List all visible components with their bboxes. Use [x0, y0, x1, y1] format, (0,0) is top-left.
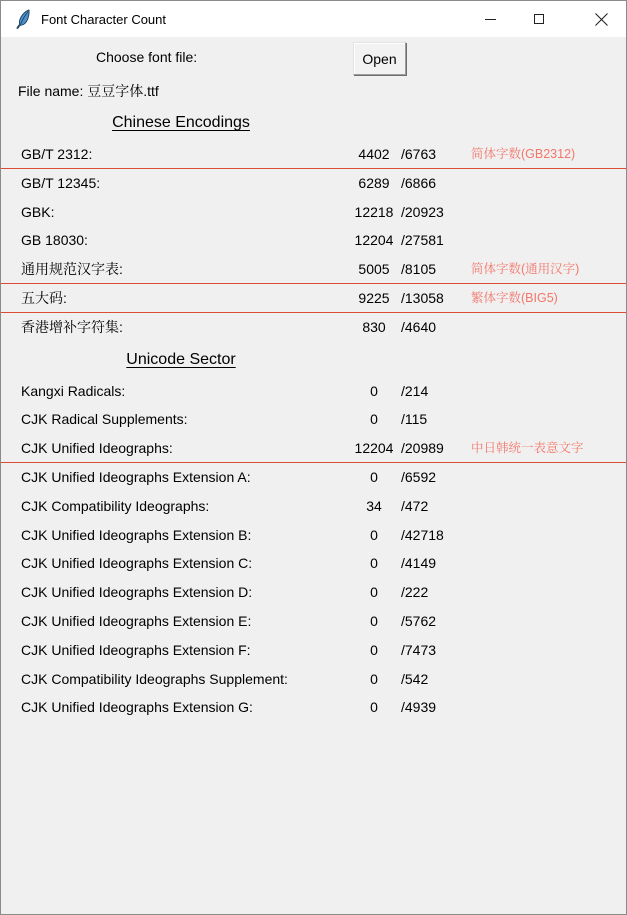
minimize-button[interactable]	[467, 1, 513, 37]
row-count: 0	[370, 670, 378, 687]
row-total: /214	[401, 382, 429, 399]
table-row	[1, 284, 627, 313]
row-label: Kangxi Radicals:	[21, 382, 126, 399]
tk-feather-icon	[14, 9, 32, 29]
row-count: 0	[370, 612, 378, 629]
row-label: CJK Radical Supplements:	[21, 411, 188, 428]
row-count: 0	[370, 584, 378, 601]
row-count: 0	[370, 526, 378, 543]
table-row	[1, 140, 627, 169]
row-total: /20923	[401, 203, 444, 220]
row-label: CJK Compatibility Ideographs:	[21, 497, 210, 514]
table-row	[1, 313, 627, 342]
row-count: 4402	[358, 146, 390, 162]
row-count: 12204	[354, 440, 394, 457]
table-row	[1, 578, 627, 607]
table-row	[1, 405, 627, 434]
row-total: /8105	[401, 261, 437, 278]
table-row	[1, 607, 627, 636]
row-note: 繁体字数(BIG5)	[471, 290, 558, 305]
row-count: 830	[362, 318, 386, 335]
table-row	[1, 377, 627, 406]
row-count: 0	[370, 555, 378, 572]
row-label: CJK Unified Ideographs:	[21, 440, 173, 457]
table-row	[1, 693, 627, 722]
row-total: /27581	[401, 232, 444, 249]
row-total: /6763	[401, 146, 437, 162]
row-label: CJK Unified Ideographs Extension A:	[21, 468, 251, 485]
row-label: CJK Unified Ideographs Extension C:	[21, 555, 253, 572]
row-label: 通用规范汉字表:	[21, 261, 123, 278]
table-row	[1, 198, 627, 227]
row-total: /6866	[401, 174, 437, 191]
row-total: /115	[401, 411, 428, 428]
row-total: /222	[401, 584, 429, 601]
table-row	[1, 636, 627, 665]
row-total: /472	[401, 497, 429, 514]
row-count: 5005	[358, 261, 390, 278]
choose-font-label: Choose font file:	[96, 49, 198, 65]
row-count: 0	[370, 641, 378, 658]
row-total: /542	[401, 670, 429, 687]
maximize-icon	[534, 14, 544, 24]
row-label: CJK Compatibility Ideographs Supplement:	[21, 670, 288, 687]
row-label: CJK Unified Ideographs Extension G:	[21, 699, 253, 716]
row-total: /5762	[401, 612, 437, 629]
table-row	[1, 665, 627, 694]
titlebar-controls	[456, 1, 626, 37]
row-total: /4149	[401, 555, 437, 572]
section-header-unicode-sector: Unicode Sector	[126, 350, 236, 368]
row-total: /42718	[401, 526, 444, 543]
file-name-label: File name: 豆豆字体.ttf	[18, 83, 159, 99]
row-label: CJK Unified Ideographs Extension E:	[21, 612, 252, 629]
row-count: 6289	[358, 174, 390, 191]
section-header-chinese-encodings: Chinese Encodings	[112, 114, 250, 131]
row-label: GB 18030:	[21, 232, 88, 249]
row-label: GB/T 2312:	[21, 146, 93, 162]
table-row	[1, 463, 627, 492]
row-label: GBK:	[21, 203, 55, 220]
table-row	[1, 255, 627, 284]
table-row	[1, 492, 627, 521]
row-count: 34	[366, 497, 382, 514]
row-count: 9225	[358, 289, 390, 306]
table-row	[1, 549, 627, 578]
row-total: /6592	[401, 468, 437, 485]
row-note: 中日韩统一表意文字	[471, 441, 584, 456]
row-count: 0	[370, 468, 378, 485]
row-label: CJK Unified Ideographs Extension B:	[21, 526, 252, 543]
row-total: /7473	[401, 641, 437, 658]
close-icon	[595, 13, 608, 26]
row-total: /13058	[401, 289, 444, 306]
table-row	[1, 521, 627, 550]
row-count: 0	[370, 382, 378, 399]
table-row	[1, 226, 627, 255]
row-label: GB/T 12345:	[21, 174, 101, 191]
toolbar	[1, 37, 626, 77]
minimize-icon	[485, 19, 496, 20]
maximize-button[interactable]	[516, 1, 562, 37]
row-label: 五大码:	[21, 289, 67, 306]
table-row	[1, 169, 627, 198]
row-note: 简体字数(通用汉字)	[471, 262, 580, 277]
unicode-sector-table	[1, 377, 626, 723]
row-count: 0	[370, 699, 378, 716]
row-count: 0	[370, 411, 378, 428]
row-label: 香港增补字符集:	[21, 318, 123, 335]
titlebar	[1, 1, 626, 37]
row-count: 12204	[354, 232, 394, 249]
row-total: /20989	[401, 440, 444, 457]
row-note: 简体字数(GB2312)	[471, 147, 576, 161]
row-total: /4640	[401, 318, 437, 335]
window-title: Font Character Count	[41, 11, 167, 27]
row-label: CJK Unified Ideographs Extension D:	[21, 584, 253, 601]
row-label: CJK Unified Ideographs Extension F:	[21, 641, 251, 658]
chinese-encodings-table	[1, 140, 626, 342]
row-count: 12218	[354, 203, 394, 220]
open-button[interactable]: Open	[353, 42, 406, 75]
close-button[interactable]	[578, 1, 624, 37]
table-row	[1, 434, 627, 463]
row-total: /4939	[401, 699, 437, 716]
